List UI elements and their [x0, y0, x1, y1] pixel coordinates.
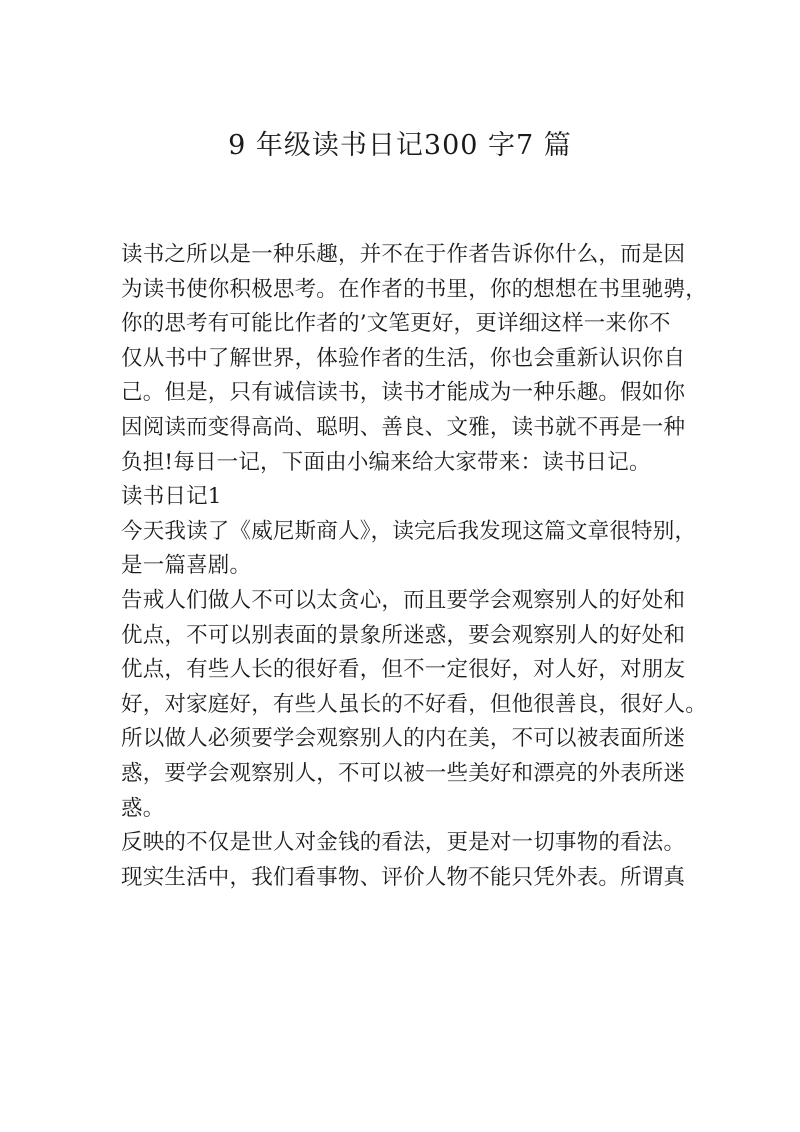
text-line-17: 惑。: [121, 795, 165, 821]
text-line-7: 负担!每日一记，下面由小编来给大家带来：读书日记。: [121, 449, 651, 475]
text-line-4: 仅从书中了解世界，体验作者的生活，你也会重新认识你自: [121, 345, 686, 371]
text-line-3: 你的思考有可能比作者的’文笔更好，更详细这样一来你不: [121, 311, 671, 337]
text-line-9: 今天我读了《威尼斯商人》，读完后我发现这篇文章很特别，: [121, 518, 697, 544]
text-line-6: 因阅读而变得高尚、聪明、善良、文雅，读书就不再是一种: [121, 414, 686, 440]
text-line-10: 是一篇喜剧。: [121, 553, 252, 579]
text-line-18: 反映的不仅是世人对金钱的看法，更是对一切事物的看法。: [121, 830, 686, 856]
text-line-15: 所以做人必须要学会观察别人的内在美，不可以被表面所迷: [121, 726, 686, 752]
text-line-14: 好，对家庭好，有些人虽长的不好看，但他很善良，很好人。: [121, 691, 707, 717]
section-heading-diary-1: 读书日记1: [121, 484, 222, 510]
text-line-12: 优点，不可以别表面的景象所迷惑，要会观察别人的好处和: [121, 622, 686, 648]
text-line-2: 为读书使你积极思考。在作者的书里，你的想想在书里驰骋，: [121, 276, 707, 302]
text-line-13: 优点，有些人长的很好看，但不一定很好，对人好，对朋友: [121, 657, 686, 683]
document-title: 9 年级读书日记300 字7 篇: [228, 130, 572, 161]
text-line-11: 告戒人们做人不可以太贪心，而且要学会观察别人的好处和: [121, 587, 686, 613]
text-line-5: 己。但是，只有诚信读书，读书才能成为一种乐趣。假如你: [121, 380, 686, 406]
document-body: [121, 238, 707, 895]
text-line-1: 读书之所以是一种乐趣，并不在于作者告诉你什么，而是因: [121, 242, 686, 267]
text-line-19: 现实生活中，我们看事物、评价人物不能只凭外表。所谓真: [121, 864, 686, 890]
text-line-16: 惑，要学会观察别人，不可以被一些美好和漂亮的外表所迷: [121, 760, 686, 786]
